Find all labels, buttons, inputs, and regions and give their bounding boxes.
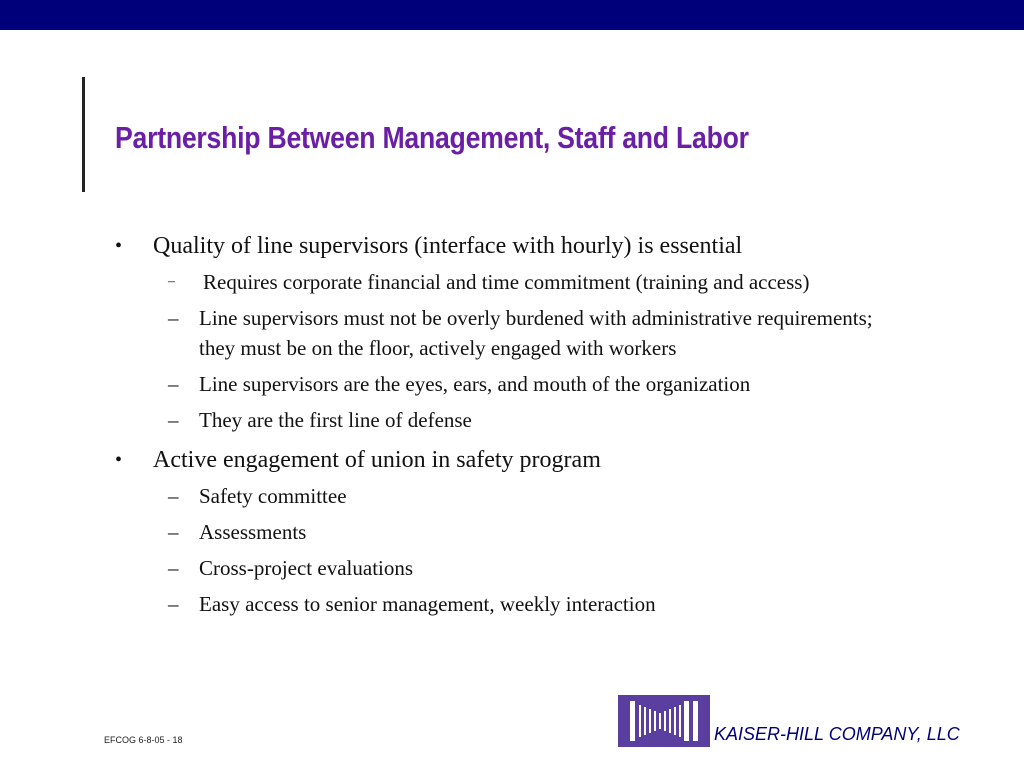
sub-bullet-text: Easy access to senior management, weekly interaction	[199, 592, 656, 616]
title-rule	[82, 77, 85, 192]
sub-bullet-text: Line supervisors must not be overly burdened with administrative requirements; they must be on the floor, actively engaged with workers	[199, 306, 873, 360]
sub-bullet-item	[113, 303, 889, 363]
bullet-text: Active engagement of union in safety program	[153, 447, 601, 473]
sub-bullet-item	[113, 369, 889, 399]
sub-bullet-text: Line supervisors are the eyes, ears, and mouth of the organization	[199, 372, 751, 396]
slide-content	[113, 231, 973, 625]
sub-bullet-dash: –	[168, 306, 179, 330]
slide-title: Partnership Between Management, Staff and Labor	[115, 120, 749, 155]
sub-bullet-text: They are the first line of defense	[199, 408, 472, 432]
bullet-text: Quality of line supervisors (interface with hourly) is essential	[153, 233, 743, 259]
sub-bullet-item	[113, 589, 889, 619]
sub-bullet-text: Cross-project evaluations	[199, 556, 414, 580]
sub-bullet-dash: –	[168, 408, 179, 432]
company-name: KAISER-HILL COMPANY, LLC	[714, 724, 960, 744]
sub-bullet-item	[113, 517, 889, 547]
bullet-item	[113, 445, 973, 475]
sub-bullet-text: Safety committee	[199, 484, 347, 508]
bullet-dot: •	[115, 449, 123, 471]
sub-bullet-dash: –	[168, 592, 179, 616]
sub-bullet-item	[113, 267, 889, 297]
sub-bullet-item	[113, 405, 889, 435]
sub-bullet-text: Requires corporate financial and time commitment (training and access)	[203, 270, 810, 294]
sub-bullet-dash: –	[168, 484, 179, 508]
top-banner	[0, 0, 1024, 30]
kaiser-hill-logo-icon	[618, 695, 710, 747]
sub-bullet-item	[113, 481, 889, 511]
sub-bullet-dash: –	[168, 556, 179, 580]
sub-bullet-dash: –	[168, 274, 175, 289]
bullet-item	[113, 231, 973, 261]
sub-bullet-item	[113, 553, 889, 583]
bullet-dot: •	[115, 235, 123, 257]
footer-code: EFCOG 6-8-05 - 18	[104, 735, 183, 745]
sub-bullet-dash: –	[168, 372, 179, 396]
sub-bullet-text: Assessments	[199, 520, 307, 544]
sub-bullet-dash: –	[168, 520, 179, 544]
